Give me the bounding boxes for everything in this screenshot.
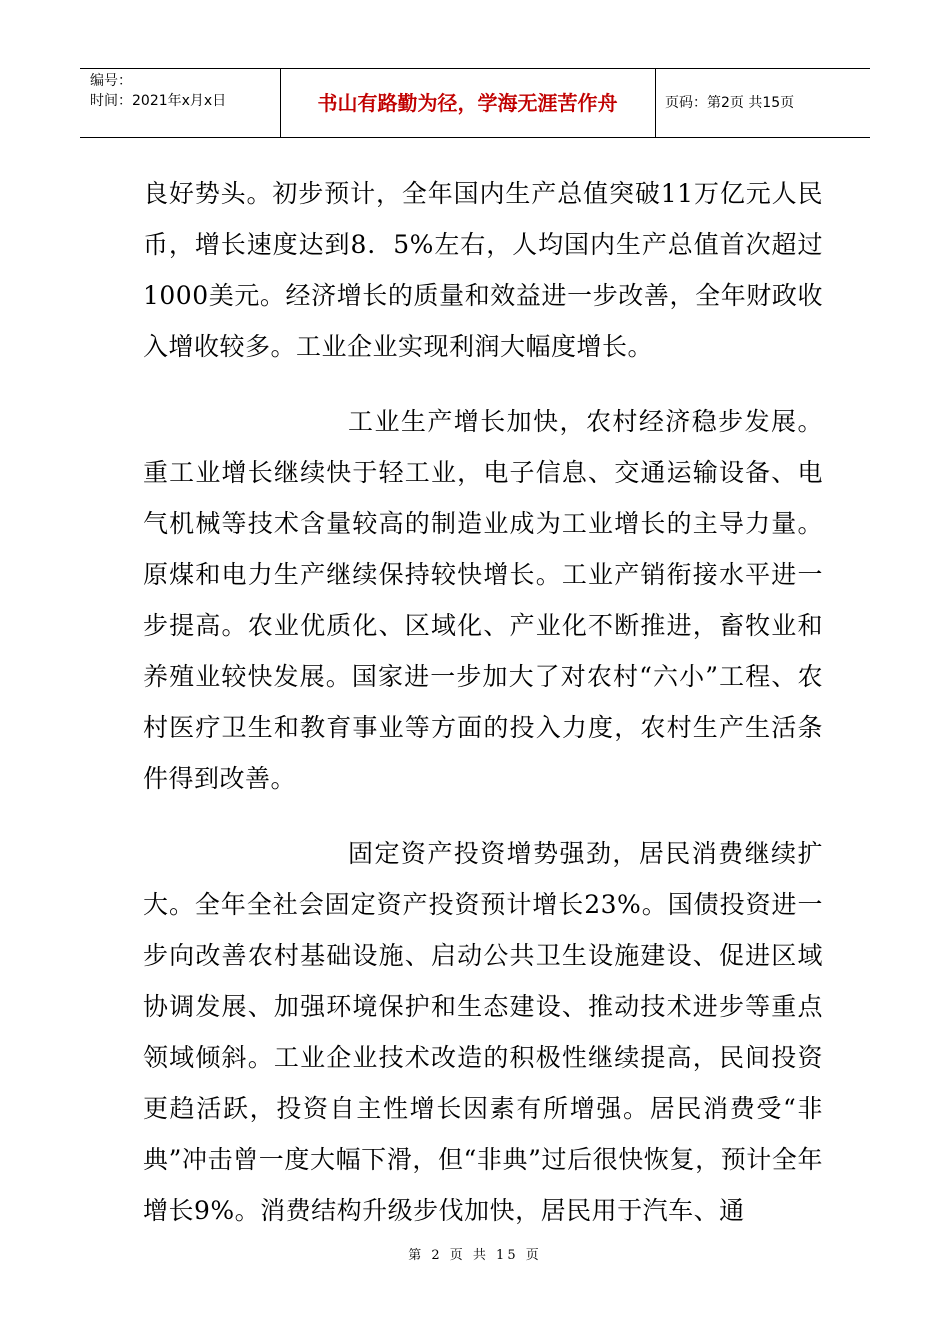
doc-time-label: 时间：2021年x月x日 bbox=[90, 93, 227, 109]
header-meta bbox=[90, 71, 226, 111]
page-header bbox=[80, 68, 870, 138]
page-footer: 第 2 页 共 15 页 bbox=[408, 1248, 542, 1263]
paragraph: 良好势头。初步预计，全年国内生产总值突破11万亿元人民币，增长速度达到8．5%左右，人均国内生产总值首次超过1000美元。经济增长的质量和效益进一步改善，全年财政收入增收较多。工业企业实现利润大幅度增长。 bbox=[143, 179, 823, 361]
paragraph: 固定资产投资增势强劲，居民消费继续扩大。全年全社会固定资产投资预计增长23%。国债投资进一步向改善农村基础设施、启动公共卫生设施建设、促进区域协调发展、加强环境保护和生态建设、推动技术进步等重点领域倾斜。工业企业技术改造的积极性继续提高，民间投资更趋活跃，投资自主性增长因素有所增强。居民消费受“非典”冲击曾一度大幅下滑，但“非典”过后很快恢复，预计全年增长9%。消费结构升级步伐加快，居民用于汽车、通 bbox=[143, 839, 823, 1225]
document-body bbox=[143, 168, 823, 1236]
paragraph: 工业生产增长加快，农村经济稳步发展。重工业增长继续快于轻工业，电子信息、交通运输设备、电气机械等技术含量较高的制造业成为工业增长的主导力量。原煤和电力生产继续保持较快增长。工业产销衔接水平进一步提高。农业优质化、区域化、产业化不断推进，畜牧业和养殖业较快发展。国家进一步加大了对农村“六小”工程、农村医疗卫生和教育事业等方面的投入力度，农村生产生活条件得到改善。 bbox=[143, 407, 823, 793]
header-page-info: 页码：第2页 共15页 bbox=[665, 95, 795, 111]
header-divider bbox=[655, 69, 656, 137]
header-motto: 书山有路勤为径，学海无涯苦作舟 bbox=[317, 91, 618, 115]
doc-number-label: 编号： bbox=[90, 73, 132, 89]
